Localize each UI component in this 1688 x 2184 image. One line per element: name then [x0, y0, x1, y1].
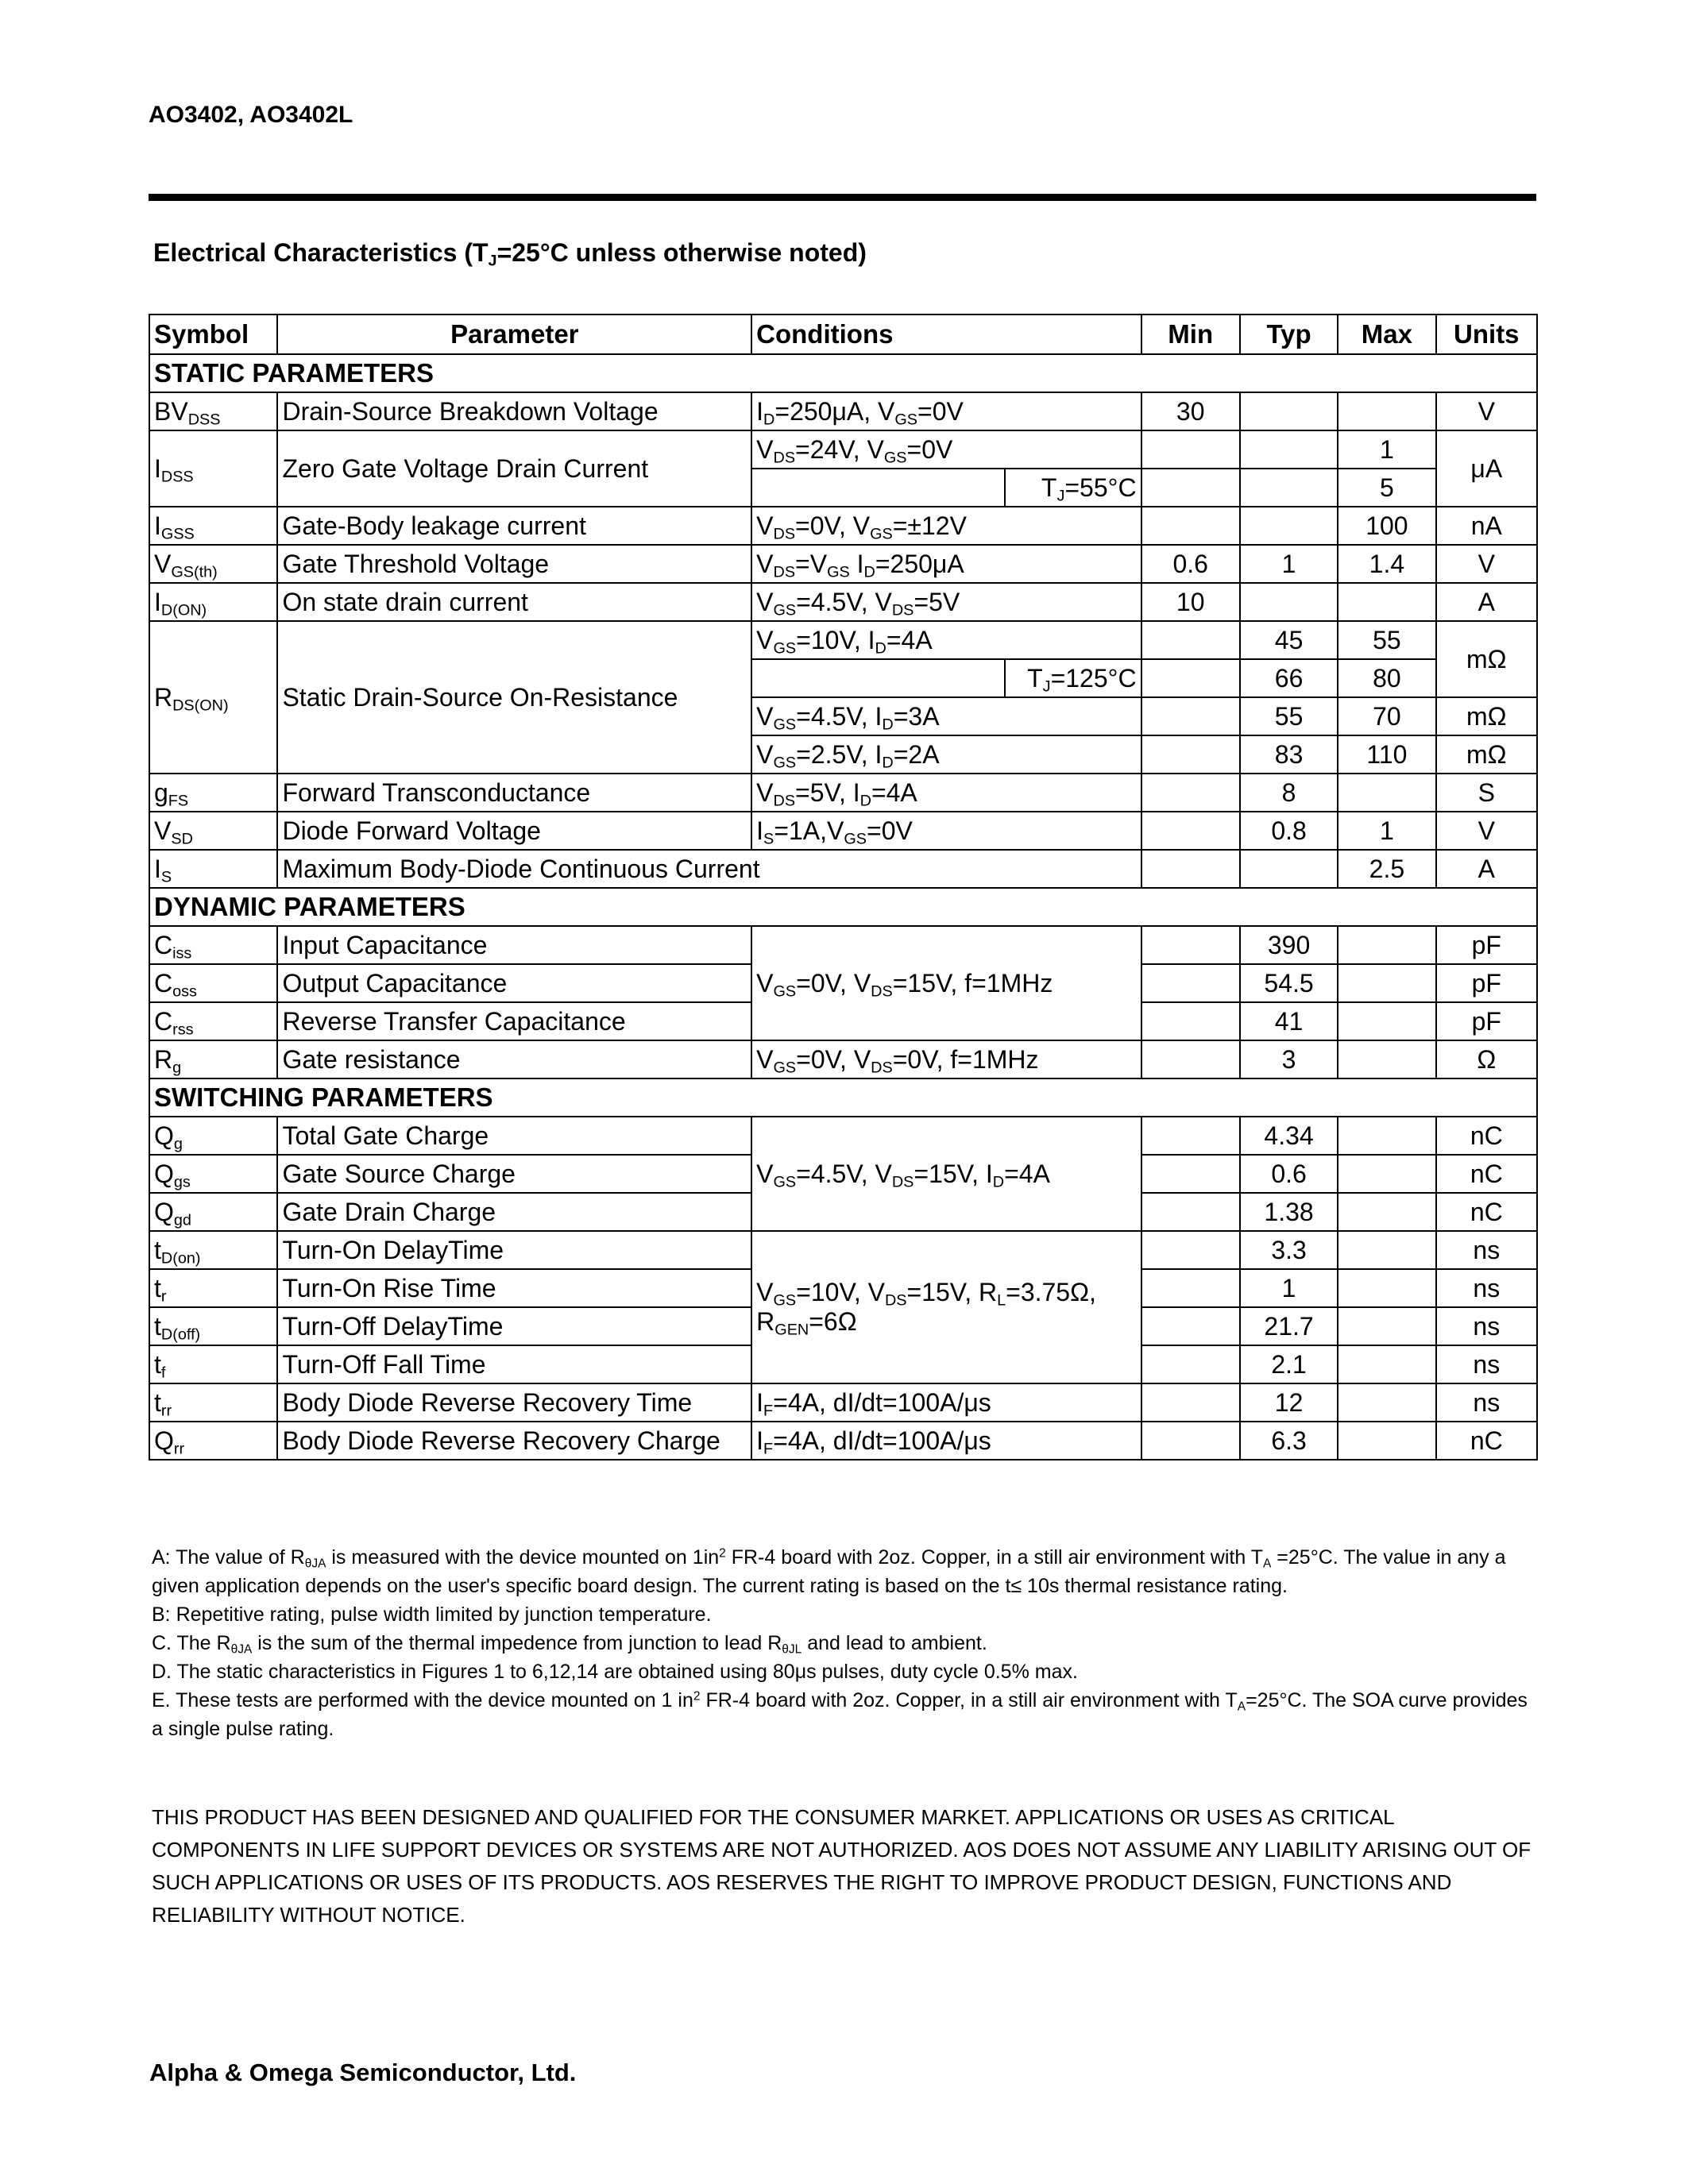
typ-cell: 21.7: [1240, 1307, 1338, 1345]
min-cell: [1141, 697, 1240, 735]
units-cell: ns: [1436, 1383, 1537, 1422]
min-cell: [1141, 850, 1240, 888]
parameter-cell: Body Diode Reverse Recovery Charge: [277, 1422, 751, 1460]
col-header-typ: Typ: [1240, 314, 1338, 354]
max-cell: [1338, 1307, 1435, 1345]
max-cell: [1338, 1269, 1435, 1307]
parameter-cell: Total Gate Charge: [277, 1117, 751, 1155]
parameter-cell: Input Capacitance: [277, 926, 751, 964]
units-cell: A: [1436, 850, 1537, 888]
parameter-cell: Forward Transconductance: [277, 774, 751, 812]
section-switching: SWITCHING PARAMETERS: [149, 1078, 1537, 1117]
symbol-cell: $Q_{rr}$: [149, 1422, 277, 1460]
typ-cell: 12: [1240, 1383, 1338, 1422]
conditions-cell: $V_{DS}=5V$, $I_D=4A$: [751, 774, 1141, 812]
footnotes: [152, 1543, 1542, 1743]
min-cell: [1141, 735, 1240, 774]
typ-cell: 4.34: [1240, 1117, 1338, 1155]
units-cell: nC: [1436, 1155, 1537, 1193]
parameter-cell: Drain-Source Breakdown Voltage: [277, 392, 751, 430]
typ-cell: 1: [1240, 1269, 1338, 1307]
symbol-cell: $t_f$: [149, 1345, 277, 1383]
min-cell: [1141, 1307, 1240, 1345]
col-header-max: Max: [1338, 314, 1435, 354]
symbol-cell: $t_{D(on)}$: [149, 1231, 277, 1269]
max-cell: 1: [1338, 430, 1435, 469]
col-header-units: Units: [1436, 314, 1537, 354]
units-cell: mΩ: [1436, 735, 1537, 774]
conditions-cell: $V_{GS}=4.5V$, $I_D=3A$: [751, 697, 1141, 735]
max-cell: [1338, 1002, 1435, 1040]
min-cell: 30: [1141, 392, 1240, 430]
symbol-cell: $Q_g$: [149, 1117, 277, 1155]
max-cell: 5: [1338, 469, 1435, 507]
conditions-cell: $I_D=250\mu A$, $V_{GS}=0V$: [751, 392, 1141, 430]
col-header-conditions: Conditions: [751, 314, 1141, 354]
typ-cell: 1.38: [1240, 1193, 1338, 1231]
parameter-cell: Diode Forward Voltage: [277, 812, 751, 850]
col-header-parameter: Parameter: [277, 314, 751, 354]
typ-cell: [1240, 507, 1338, 545]
parameter-cell: Gate Drain Charge: [277, 1193, 751, 1231]
symbol-cell: $R_{DS(ON)}$: [149, 621, 277, 774]
footnote-a: A: The value of $R_{\theta JA}$ is measured with the device mounted on $1in^2$ FR-4 board with 2oz. Copper, in a still air environment with $T_A =25^\circ C$. The value in any a given application depends on the user's specific board design. The current rating is based on the t≤ 10s thermal resistance rating.: [152, 1546, 1506, 1597]
max-cell: 80: [1338, 659, 1435, 697]
symbol-cell: $I_S$: [149, 850, 277, 888]
table-row: [149, 583, 1537, 621]
units-cell: S: [1436, 774, 1537, 812]
units-cell: ns: [1436, 1307, 1537, 1345]
min-cell: 0.6: [1141, 545, 1240, 583]
typ-cell: 0.8: [1240, 812, 1338, 850]
conditions-cell: $V_{DS}=V_{GS}$ $I_D=250\mu A$: [751, 545, 1141, 583]
symbol-cell: $g_{FS}$: [149, 774, 277, 812]
conditions-cell: $V_{GS}=0V$, $V_{DS}=0V$, f=1MHz: [751, 1040, 1141, 1078]
min-cell: [1141, 1040, 1240, 1078]
typ-cell: 0.6: [1240, 1155, 1338, 1193]
units-cell: mΩ: [1436, 697, 1537, 735]
symbol-cell: $I_{D(ON)}$: [149, 583, 277, 621]
max-cell: 110: [1338, 735, 1435, 774]
table-row: [149, 926, 1537, 964]
symbol-cell: $t_{rr}$: [149, 1383, 277, 1422]
min-cell: [1141, 1002, 1240, 1040]
units-cell: V: [1436, 545, 1537, 583]
max-cell: [1338, 964, 1435, 1002]
max-cell: [1338, 1155, 1435, 1193]
min-cell: [1141, 1193, 1240, 1231]
footnote-b: B: Repetitive rating, pulse width limited by junction temperature.: [152, 1603, 712, 1626]
units-cell: pF: [1436, 1002, 1537, 1040]
min-cell: [1141, 774, 1240, 812]
footnote-c: C. The $R_{\theta JA}$ is the sum of the thermal impedence from junction to lead $R_{\theta JL}$ and lead to ambient.: [152, 1632, 987, 1657]
conditions-cell: $I_F=4A$, dI/dt=100A/μs: [751, 1383, 1141, 1422]
parameter-cell: Body Diode Reverse Recovery Time: [277, 1383, 751, 1422]
conditions-cell: $V_{GS}=10V$, $V_{DS}=15V$, $R_L=3.75\Omega$, $R_{GEN}=6\Omega$: [751, 1231, 1141, 1383]
parameter-cell: Gate resistance: [277, 1040, 751, 1078]
typ-cell: 1: [1240, 545, 1338, 583]
table-row: [149, 507, 1537, 545]
electrical-characteristics-table: [149, 314, 1538, 1461]
parameter-cell: Gate Threshold Voltage: [277, 545, 751, 583]
max-cell: 100: [1338, 507, 1435, 545]
typ-cell: 390: [1240, 926, 1338, 964]
units-cell: nA: [1436, 507, 1537, 545]
conditions-cell: $V_{GS}=4.5V$, $V_{DS}=15V$, $I_D=4A$: [751, 1117, 1141, 1231]
parameter-cell: Turn-On DelayTime: [277, 1231, 751, 1269]
col-header-min: Min: [1141, 314, 1240, 354]
min-cell: [1141, 430, 1240, 469]
parameter-cell: Reverse Transfer Capacitance: [277, 1002, 751, 1040]
min-cell: [1141, 1155, 1240, 1193]
typ-cell: 6.3: [1240, 1422, 1338, 1460]
units-cell: V: [1436, 392, 1537, 430]
footnote-e: E. These tests are performed with the device mounted on 1 $in^2$ FR-4 board with 2oz. Copper, in a still air environment with $T_A=25^\circ C$. The SOA curve provides a single pulse rating.: [152, 1689, 1528, 1740]
table-row: [149, 812, 1537, 850]
max-cell: [1338, 1040, 1435, 1078]
section-static: STATIC PARAMETERS: [149, 354, 1537, 392]
parameter-cell: Turn-Off Fall Time: [277, 1345, 751, 1383]
table-row: [149, 1040, 1537, 1078]
symbol-cell: $I_{DSS}$: [149, 430, 277, 507]
temperature-condition-cell: $T_J=55^\circ C$: [1005, 469, 1141, 507]
typ-cell: 45: [1240, 621, 1338, 659]
max-cell: [1338, 392, 1435, 430]
symbol-cell: $Q_{gs}$: [149, 1155, 277, 1193]
units-cell: pF: [1436, 964, 1537, 1002]
company-footer: Alpha & Omega Semiconductor, Ltd.: [149, 2059, 577, 2086]
part-number-header: AO3402, AO3402L: [149, 102, 353, 128]
table-row: [149, 545, 1537, 583]
units-cell: nC: [1436, 1193, 1537, 1231]
table-row: [149, 1231, 1537, 1269]
min-cell: [1141, 469, 1240, 507]
conditions-blank-cell: [751, 469, 1005, 507]
max-cell: [1338, 774, 1435, 812]
table-row: [149, 621, 1537, 659]
units-cell: nC: [1436, 1422, 1537, 1460]
header-divider: [149, 194, 1536, 201]
table-row: [149, 1422, 1537, 1460]
units-cell: mΩ: [1436, 621, 1537, 697]
parameter-cell: Gate Source Charge: [277, 1155, 751, 1193]
min-cell: [1141, 621, 1240, 659]
parameter-cell: Static Drain-Source On-Resistance: [277, 621, 751, 774]
table-row: [149, 1117, 1537, 1155]
typ-cell: [1240, 392, 1338, 430]
typ-cell: 83: [1240, 735, 1338, 774]
max-cell: [1338, 1193, 1435, 1231]
symbol-cell: $t_r$: [149, 1269, 277, 1307]
symbol-cell: $t_{D(off)}$: [149, 1307, 277, 1345]
units-cell: ns: [1436, 1269, 1537, 1307]
min-cell: [1141, 1231, 1240, 1269]
symbol-cell: $R_g$: [149, 1040, 277, 1078]
min-cell: [1141, 964, 1240, 1002]
col-header-symbol: Symbol: [149, 314, 277, 354]
max-cell: 55: [1338, 621, 1435, 659]
typ-cell: 3: [1240, 1040, 1338, 1078]
parameter-cell: Zero Gate Voltage Drain Current: [277, 430, 751, 507]
conditions-cell: $V_{GS}=10V$, $I_D=4A$: [751, 621, 1141, 659]
units-cell: pF: [1436, 926, 1537, 964]
typ-cell: 66: [1240, 659, 1338, 697]
symbol-cell: $V_{GS(th)}$: [149, 545, 277, 583]
max-cell: [1338, 1345, 1435, 1383]
max-cell: 1.4: [1338, 545, 1435, 583]
typ-cell: 54.5: [1240, 964, 1338, 1002]
table-row: [149, 1383, 1537, 1422]
parameter-cell: Maximum Body-Diode Continuous Current: [277, 850, 1141, 888]
symbol-cell: $V_{SD}$: [149, 812, 277, 850]
max-cell: 1: [1338, 812, 1435, 850]
min-cell: [1141, 1345, 1240, 1383]
min-cell: [1141, 1422, 1240, 1460]
min-cell: [1141, 812, 1240, 850]
units-cell: A: [1436, 583, 1537, 621]
min-cell: 10: [1141, 583, 1240, 621]
typ-cell: 55: [1240, 697, 1338, 735]
max-cell: [1338, 583, 1435, 621]
conditions-cell: $V_{GS}=4.5V$, $V_{DS}=5V$: [751, 583, 1141, 621]
parameter-cell: Output Capacitance: [277, 964, 751, 1002]
symbol-cell: $C_{rss}$: [149, 1002, 277, 1040]
min-cell: [1141, 659, 1240, 697]
units-cell: V: [1436, 812, 1537, 850]
symbol-cell: $BV_{DSS}$: [149, 392, 277, 430]
max-cell: [1338, 1383, 1435, 1422]
min-cell: [1141, 1383, 1240, 1422]
symbol-cell: $I_{GSS}$: [149, 507, 277, 545]
units-cell: μA: [1436, 430, 1537, 507]
footnote-d: D. The static characteristics in Figures 1 to 6,12,14 are obtained using 80μs pulses, duty cycle 0.5% max.: [152, 1661, 1078, 1683]
symbol-cell: $C_{iss}$: [149, 926, 277, 964]
max-cell: 2.5: [1338, 850, 1435, 888]
conditions-cell: $I_F=4A$, dI/dt=100A/μs: [751, 1422, 1141, 1460]
max-cell: [1338, 1117, 1435, 1155]
min-cell: [1141, 1117, 1240, 1155]
typ-cell: [1240, 430, 1338, 469]
typ-cell: 41: [1240, 1002, 1338, 1040]
typ-cell: [1240, 583, 1338, 621]
table-row: [149, 392, 1537, 430]
min-cell: [1141, 507, 1240, 545]
conditions-blank-cell: [751, 659, 1005, 697]
units-cell: nC: [1436, 1117, 1537, 1155]
typ-cell: 2.1: [1240, 1345, 1338, 1383]
disclaimer-text: THIS PRODUCT HAS BEEN DESIGNED AND QUALIFIED FOR THE CONSUMER MARKET. APPLICATIONS OR USES AS CRITICAL COMPONENTS IN LIFE SUPPORT DEVICES OR SYSTEMS ARE NOT AUTHORIZED. AOS DOES NOT ASSUME ANY LIABILITY ARISING OUT OF SUCH APPLICATIONS OR USES OF ITS PRODUCTS. AOS RESERVES THE RIGHT TO IMPROVE PRODUCT DESIGN, FUNCTIONS AND RELIABILITY WITHOUT NOTICE.: [152, 1805, 1532, 1927]
max-cell: 70: [1338, 697, 1435, 735]
units-cell: ns: [1436, 1231, 1537, 1269]
section-title: Electrical Characteristics ($T_J=25^\circ C$ unless otherwise noted): [153, 238, 867, 270]
table-header-row: [149, 314, 1537, 354]
parameter-cell: Turn-On Rise Time: [277, 1269, 751, 1307]
units-cell: ns: [1436, 1345, 1537, 1383]
table-row: [149, 430, 1537, 469]
symbol-cell: $C_{oss}$: [149, 964, 277, 1002]
temperature-condition-cell: $T_J=125^\circ C$: [1005, 659, 1141, 697]
section-dynamic: DYNAMIC PARAMETERS: [149, 888, 1537, 926]
typ-cell: 8: [1240, 774, 1338, 812]
parameter-cell: On state drain current: [277, 583, 751, 621]
conditions-cell: $V_{GS}=2.5V$, $I_D=2A$: [751, 735, 1141, 774]
min-cell: [1141, 926, 1240, 964]
parameter-cell: Gate-Body leakage current: [277, 507, 751, 545]
typ-cell: [1240, 850, 1338, 888]
max-cell: [1338, 1231, 1435, 1269]
table-row: [149, 850, 1537, 888]
typ-cell: [1240, 469, 1338, 507]
min-cell: [1141, 1269, 1240, 1307]
max-cell: [1338, 1422, 1435, 1460]
max-cell: [1338, 926, 1435, 964]
typ-cell: 3.3: [1240, 1231, 1338, 1269]
conditions-cell: $I_S=1A,V_{GS}=0V$: [751, 812, 1141, 850]
conditions-cell: $V_{DS}=24V$, $V_{GS}=0V$: [751, 430, 1141, 469]
symbol-cell: $Q_{gd}$: [149, 1193, 277, 1231]
conditions-cell: $V_{GS}=0V$, $V_{DS}=15V$, f=1MHz: [751, 926, 1141, 1040]
units-cell: Ω: [1436, 1040, 1537, 1078]
conditions-cell: $V_{DS}=0V$, $V_{GS}=\pm 12V$: [751, 507, 1141, 545]
table-row: [149, 774, 1537, 812]
parameter-cell: Turn-Off DelayTime: [277, 1307, 751, 1345]
